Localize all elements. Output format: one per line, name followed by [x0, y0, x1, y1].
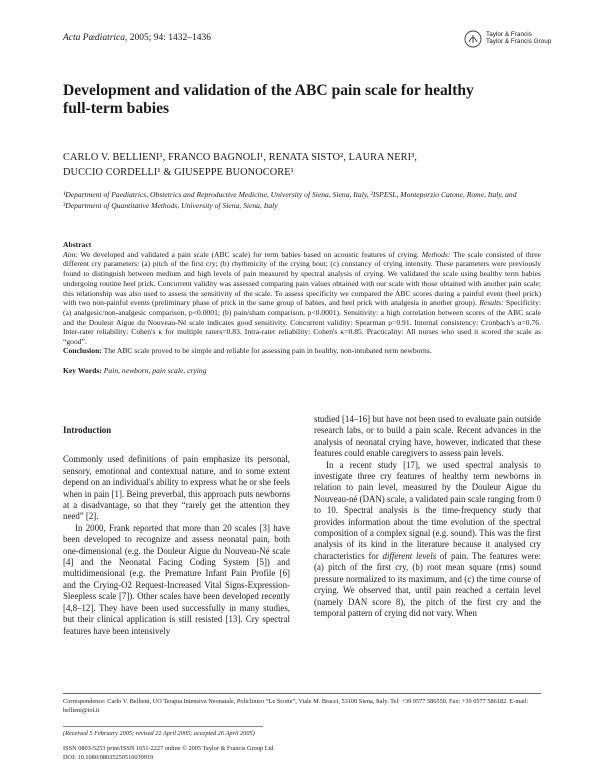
journal-volume-pages: 2005; 94: 1432–1436 — [129, 33, 212, 43]
abstract-conclusion — [63, 346, 541, 356]
journal-citation — [63, 33, 211, 43]
article-title: Development and validation of the ABC pain scale for healthy full-term babies — [63, 82, 474, 117]
author-list — [63, 150, 543, 180]
authors-line-2: DUCCIO CORDELLI¹ & GIUSEPPE BUONOCORE¹ — [63, 167, 294, 178]
intro-paragraph-4: In a recent study [17], we used spectral analysis to investigate three cry features of healthy term newborns in relation to pain level, measured by the Douleur Aigue du Nouveau-né (DAN) scale, a validated pain scale ranging from 0 to 10. Spectral analysis is the time-frequency study that provides information about the time evolution of the spectral composition of a complex signal (e.g. sound). This was the first analysis of its kind in the literature because it analysed cry characteristics for different levels of pain. The features were: (a) pitch of the first cry, (b) root mean square (rms) sound pressure normalized to its maximum, and (c) the time course of crying. We observed that, until pain reached a certain level (namely DAN score 8), the pitch of the first cry and the temporal pattern of crying did not vary. When — [314, 459, 542, 618]
received-dates: (Received 5 February 2005; revised 22 April 2005; accepted 26 April 2005) — [63, 730, 255, 737]
abstract-results: Specificity: (a) analgesic/non-analgesic comparison, p<0.0001; (b) pain/sham comparison, p<0.0001). Sensitivity: a high correlation between scores of the ABC scale and the Douleur Aigue du Nouveau-Né scale indicates good sensitivity. Concurrent validity: Spearman ρ=0.91. Internal consistency: Cronbach's α=0.76. Inter-rater reliability: Cohen's κ for multiple raters=0.83. Intra-rater reliability: Cohen's κ=0.85. Practicality: All nurses who used it scored the scale as “good”. — [63, 298, 542, 347]
body-column-right — [314, 414, 541, 619]
intro-paragraph-2: In 2000, Frank reported that more than 20 scales [3] have been developed to recognize and assess neonatal pain, both one-dimensional (e.g. the Douleur Aigue du Nouveau-Né scale [4] and the Neonatal Facing Coding System [5]) and multidimensional (e.g. the Premature Infant Pain Profile [6] and the Crying-O2 Request-Increased Vital Signs-Expression-Sleepless scale [7]). Other scales have been developed recently [4,8–12]. They have been used successfully in many studies, but their clinical application is still resisted [13]. Cry spectral features have been intensively — [63, 522, 290, 636]
abstract — [63, 240, 541, 347]
conclusion-text: The ABC scale proved to be simple and reliable for assessing pain in healthy, non-intubated term newborns. — [101, 346, 432, 355]
footer-divider — [63, 693, 541, 694]
authors-line-1: CARLO V. BELLIENI¹, FRANCO BAGNOLI¹, RENATA SISTO², LAURA NERI³, — [63, 152, 418, 163]
correspondence-note: Correspondence: Carlo V. Bellieni, UO Terapia Intensiva Neonatale, Policlinico “Le Scotte”, Viale M. Bracci, 53100 Siena, Italy. Tel: +39 0577 586550. Fax: +39 0577 586182. E-mail: bellieni@iol.it — [63, 698, 529, 714]
conclusion-label: Conclusion: — [63, 346, 102, 355]
journal-name: Acta Pædiatrica, — [63, 33, 128, 43]
publisher-logo — [464, 30, 552, 50]
abstract-heading: Abstract — [63, 240, 92, 249]
intro-paragraph-3: studied [14–16] but have not been used to evaluate pain outside research labs, or to build a pain scale. Recent advances in the analysis of neonatal crying have, however, indicated that these features could enable caregivers to assess pain levels. — [314, 414, 541, 459]
body-column-left — [63, 425, 290, 637]
abstract-methods-label: Methods: — [421, 249, 451, 259]
affiliations: ¹Department of Paediatrics, Obstetrics and Reproductive Medicine, University of Siena, Siena, Italy, ²ISPESL, Monteporzio Catone, Rome, Italy, and ³Department of Quantitative Methods, University of Siena, Siena, Italy — [63, 190, 517, 210]
section-heading-introduction: Introduction — [63, 425, 112, 435]
issn-line: ISSN 0803-5253 print/ISSN 1651-2227 online © 2005 Taylor & Francis Group Ltd — [63, 745, 274, 752]
keywords — [63, 366, 541, 375]
publisher-logo-icon — [464, 30, 482, 48]
doi-line: DOI: 10.1080/08035250510039919 — [63, 753, 154, 761]
publisher-name: Taylor & Francis Taylor & Francis Group — [486, 31, 552, 46]
intro-paragraph-1: Commonly used definitions of pain emphasize its personal, sensory, emotional and contextual nature, and to some extent depend on an individual's ability to express what he or she feels when in pain [1]. Being preverbal, this approach puts newborns at a disadvantage, so that they “rarely get the attention they need” [2]. — [63, 454, 290, 522]
abstract-aim-label: Aim: — [63, 249, 78, 259]
footer-short-divider — [63, 726, 263, 727]
keywords-text: Pain, newborn, pain scale, crying — [101, 366, 207, 375]
abstract-aim: We developed and validated a pain scale (ABC scale) for term babies based on acoustic features of crying. — [77, 249, 419, 259]
issn-doi — [63, 745, 541, 762]
abstract-methods: The scale consisted of three different cry parameters: (a) pitch of the first cry; (b) rhythmicity of the crying bout; (c) constancy of crying intensity. These parameters were previously found to distinguish between medium and high levels of pain measured by spectral analysis of crying. We validated the scale using healthy term babies undergoing routine heel prick. Concurrent validity was assessed comparing pain values obtained with our scale with those obtained with another pain scale; this relationship was also used to assess the sensitivity of the scale. To assess specificity we compared the ABC scores during a painful event (heel prick) with two non-painful events (preliminary phase of prick in the same group of babies, and heel prick with analgesia in another group). — [63, 249, 541, 308]
abstract-results-label: Results: — [479, 298, 504, 308]
keywords-label: Key Words: — [63, 366, 102, 375]
